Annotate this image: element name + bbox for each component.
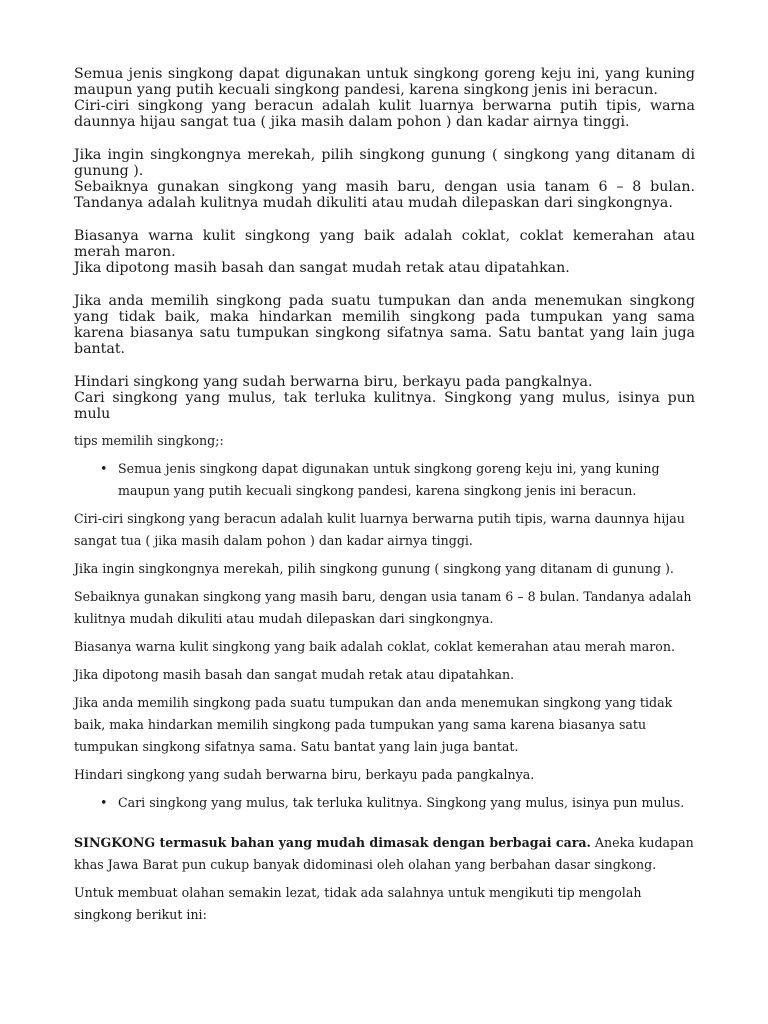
bullet-list [74, 792, 694, 814]
section-tips-original [74, 66, 695, 422]
section-heading: tips memilih singkong;: [74, 433, 224, 448]
paragraph: Untuk membuat olahan semakin lezat, tidak ada salahnya untuk mengikuti tip mengolah singkong berikut ini: [74, 885, 642, 922]
lead-rest: Aneka kudapan khas Jawa Barat pun cukup banyak didominasi oleh olahan yang berbahan dasar singkong. [74, 835, 694, 872]
paragraph: Biasanya warna kulit singkong yang baik adalah coklat, coklat kemerahan atau merah maron. [74, 228, 695, 260]
paragraph: Sebaiknya gunakan singkong yang masih baru, dengan usia tanam 6 – 8 bulan. Tandanya adalah kulitnya mudah dikuliti atau mudah dilepaskan dari singkongnya. [74, 179, 695, 211]
list-item-text: Semua jenis singkong dapat digunakan untuk singkong goreng keju ini, yang kuning maupun yang putih kecuali singkong pandesi, karena singkong jenis ini beracun. [118, 461, 660, 498]
bullet-icon: • [100, 461, 108, 476]
paragraph: Hindari singkong yang sudah berwarna biru, berkayu pada pangkalnya. [74, 374, 593, 390]
paragraph: Jika ingin singkongnya merekah, pilih singkong gunung ( singkong yang ditanam di gunung ). [74, 147, 695, 179]
bullet-icon: • [100, 795, 108, 810]
paragraph: Jika dipotong masih basah dan sangat mudah retak atau dipatahkan. [74, 667, 515, 682]
paragraph: Jika anda memilih singkong pada suatu tumpukan dan anda menemukan singkong yang tidak baik, maka hindarkan memilih singkong pada tumpukan yang sama karena biasanya satu tumpukan singkong sifatnya sama. Satu bantat yang lain juga bantat. [74, 695, 673, 754]
section-tips-list [74, 430, 694, 820]
bullet-list [74, 458, 694, 502]
list-item [74, 792, 694, 814]
paragraph: Jika anda memilih singkong pada suatu tumpukan dan anda menemukan singkong yang tidak baik, maka hindarkan memilih singkong pada tumpukan yang sama karena biasanya satu tumpukan singkong sifatnya sama. Satu bantat yang lain juga bantat. [74, 293, 695, 357]
paragraph: Sebaiknya gunakan singkong yang masih baru, dengan usia tanam 6 – 8 bulan. Tandanya adalah kulitnya mudah dikuliti atau mudah dilepaskan dari singkongnya. [74, 589, 692, 626]
paragraph: Hindari singkong yang sudah berwarna biru, berkayu pada pangkalnya. [74, 767, 535, 782]
list-item [74, 458, 694, 502]
paragraph: Semua jenis singkong dapat digunakan untuk singkong goreng keju ini, yang kuning maupun yang putih kecuali singkong pandesi, karena singkong jenis ini beracun. [74, 66, 695, 98]
list-item-text: Cari singkong yang mulus, tak terluka kulitnya. Singkong yang mulus, isinya pun mulus. [118, 795, 685, 810]
paragraph: Cari singkong yang mulus, tak terluka kulitnya. Singkong yang mulus, isinya pun mulu [74, 390, 695, 422]
section-intro [74, 832, 694, 932]
paragraph: Jika ingin singkongnya merekah, pilih singkong gunung ( singkong yang ditanam di gunung ). [74, 561, 674, 576]
paragraph: Ciri-ciri singkong yang beracun adalah kulit luarnya berwarna putih tipis, warna daunnya hijau sangat tua ( jika masih dalam pohon ) dan kadar airnya tinggi. [74, 511, 685, 548]
paragraph: Ciri-ciri singkong yang beracun adalah kulit luarnya berwarna putih tipis, warna daunnya hijau sangat tua ( jika masih dalam pohon ) dan kadar airnya tinggi. [74, 98, 695, 130]
paragraph [74, 832, 694, 876]
paragraph: Jika dipotong masih basah dan sangat mudah retak atau dipatahkan. [74, 260, 570, 276]
bold-lead: SINGKONG termasuk bahan yang mudah dimasak dengan berbagai cara. [74, 835, 591, 850]
paragraph: Biasanya warna kulit singkong yang baik adalah coklat, coklat kemerahan atau merah maron. [74, 639, 675, 654]
